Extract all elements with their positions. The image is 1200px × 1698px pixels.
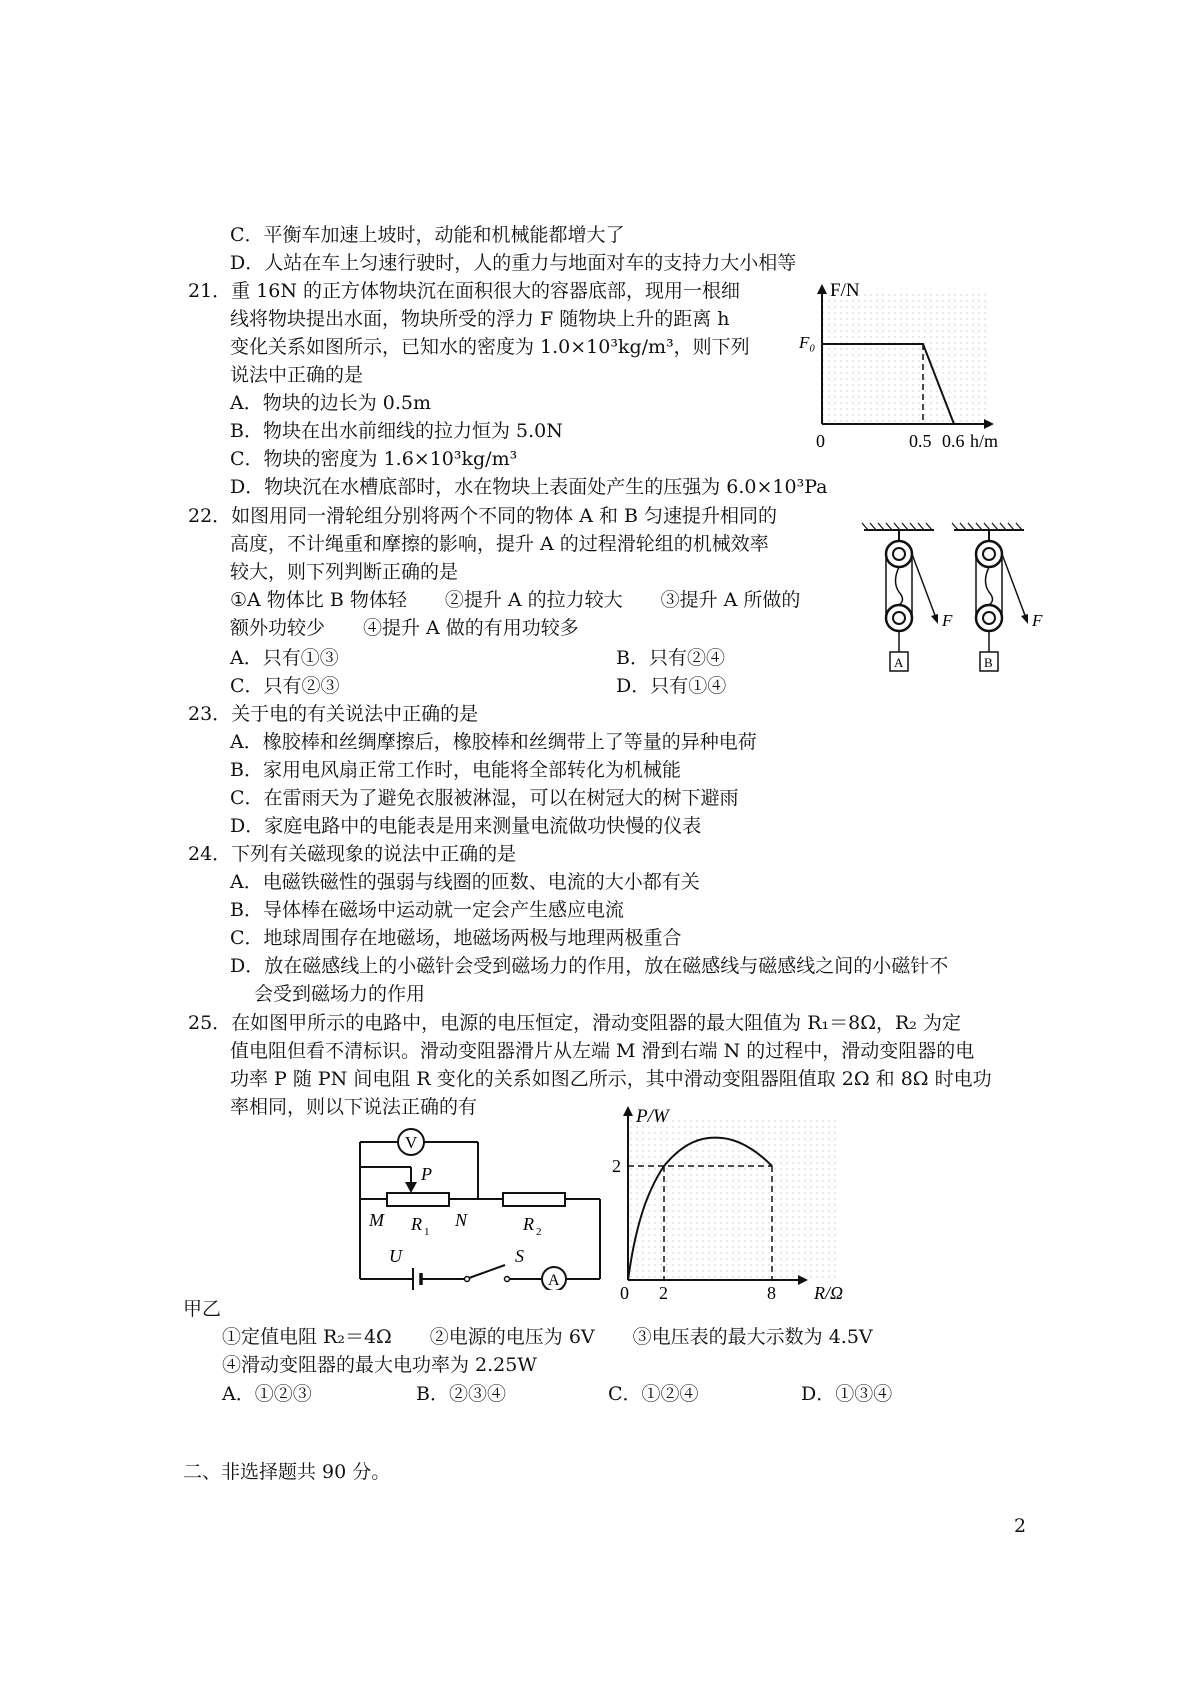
q22-option-b: B．只有②④ <box>616 647 725 669</box>
pull-rope-b <box>1002 554 1026 618</box>
fixed-pulley-b <box>976 541 1002 567</box>
q25-stem-line-3: 功率 P 随 PN 间电阻 R 变化的关系如图乙所示，其中滑动变阻器阻值取 2Ω 和 8Ω 时电功 <box>230 1068 992 1090</box>
q24-option-a: A．电磁铁磁性的强弱与线圈的匝数、电流的大小都有关 <box>230 871 700 893</box>
x-axis-label: h/m <box>970 431 999 451</box>
q22-stem-line-5: 额外功较少 ④提升 A 做的有用功较多 <box>230 617 579 639</box>
source-label: U <box>389 1246 402 1266</box>
tick-label-0-5: 0.5 <box>909 431 932 451</box>
y-tick-label-2: 2 <box>612 1156 621 1176</box>
movable-pulley-b <box>976 605 1002 631</box>
q21-option-b: B．物块在出水前细线的拉力恒为 5.0N <box>230 420 563 442</box>
q21-stem-line-4: 说法中正确的是 <box>230 364 364 386</box>
q25-option-c: C．①②④ <box>608 1383 699 1405</box>
q22-stem-line-4: ①A 物体比 B 物体轻 ②提升 A 的拉力较大 ③提升 A 所做的 <box>230 589 801 611</box>
q22-option-a: A．只有①③ <box>230 647 339 669</box>
q21-stem-line-3: 变化关系如图所示，已知水的密度为 1.0×10³kg/m³，则下列 <box>230 336 750 358</box>
r1-label: R <box>411 1214 422 1234</box>
switch-label: S <box>515 1246 524 1266</box>
q21-buoyancy-graph <box>798 282 1008 452</box>
q24-option-c: C．地球周围存在地磁场，地磁场两极与地理两极重合 <box>230 927 682 949</box>
q25-power-graph <box>612 1102 862 1302</box>
ammeter-label: A <box>548 1272 560 1289</box>
tick-label-0-6: 0.6 <box>942 431 965 451</box>
fixed-pulley-a <box>886 541 912 567</box>
q24-option-d-line-2: 会受到磁场力的作用 <box>254 983 426 1005</box>
y-axis-arrow <box>817 284 827 294</box>
q25-option-a: A．①②③ <box>222 1383 312 1405</box>
q22-option-d: D．只有①④ <box>616 675 727 697</box>
block-b-label: B <box>984 655 993 670</box>
q25-stem-line-1: 25．在如图甲所示的电路中，电源的电压恒定，滑动变阻器的最大阻值为 R₁＝8Ω，R₂ 为定 <box>188 1012 961 1034</box>
pulley-system-b <box>952 523 1043 671</box>
q25-statements-line-2: ④滑动变阻器的最大电功率为 2.25W <box>222 1354 537 1376</box>
resistor-r2 <box>503 1193 565 1206</box>
q24-option-b: B．导体棒在磁场中运动就一定会产生感应电流 <box>230 899 624 921</box>
resistor-r1 <box>387 1193 449 1206</box>
q25-circuit-diagram <box>355 1122 610 1290</box>
q21-option-d: D．物块沉在水槽底部时，水在物块上表面处产生的压强为 6.0×10³Pa <box>230 476 828 498</box>
r2-subscript: 2 <box>536 1226 542 1238</box>
q25-option-d: D．①③④ <box>801 1383 893 1405</box>
terminal-n-label: N <box>455 1210 468 1230</box>
q22-stem-line-1: 22．如图用同一滑轮组分别将两个不同的物体 A 和 B 匀速提升相同的 <box>188 505 778 527</box>
origin-label: 0 <box>816 431 825 451</box>
q21-option-a: A．物块的边长为 0.5m <box>230 392 431 414</box>
origin-label: 0 <box>620 1283 629 1302</box>
q23-option-c: C．在雷雨天为了避免衣服被淋湿，可以在树冠大的树下避雨 <box>230 787 739 809</box>
q24-option-d-line-1: D．放在磁感线上的小磁针会受到磁场力的作用，放在磁感线与磁感线之间的小磁针不 <box>230 955 949 977</box>
pull-rope-a <box>912 554 936 618</box>
r2-label: R <box>523 1214 534 1234</box>
q25-stem-line-2: 值电阻但看不清标识。滑动变阻器滑片从左端 M 滑到右端 N 的过程中，滑动变阻器的电 <box>230 1040 975 1062</box>
section-2-heading: 二、非选择题共 90 分。 <box>183 1461 391 1483</box>
q25-statements-line-1: ①定值电阻 R₂＝4Ω ②电源的电压为 6V ③电压表的最大示数为 4.5V <box>222 1326 873 1348</box>
f0-label: F₀ <box>799 333 816 352</box>
x-tick-label-8: 8 <box>767 1283 776 1302</box>
slider-label: P <box>421 1164 432 1184</box>
q23-option-a: A．橡胶棒和丝绸摩擦后，橡胶棒和丝绸带上了等量的异种电荷 <box>230 731 757 753</box>
q20-option-c: C．平衡车加速上坡时，动能和机械能都增大了 <box>230 224 625 246</box>
q22-stem-line-3: 较大，则下列判断正确的是 <box>230 561 459 583</box>
q23-option-b: B．家用电风扇正常工作时，电能将全部转化为机械能 <box>230 759 681 781</box>
q22-pulley-figure <box>858 522 1048 697</box>
x-tick-label-2: 2 <box>659 1283 668 1302</box>
y-axis-arrow <box>623 1106 633 1116</box>
x-axis-label: R/Ω <box>814 1283 844 1302</box>
y-axis-label: F/N <box>830 282 860 301</box>
q21-stem-line-1: 21．重 16N 的正方体物块沉在面积很大的容器底部，现用一根细 <box>188 280 741 302</box>
switch-blade <box>469 1265 505 1278</box>
q21-option-c: C．物块的密度为 1.6×10³kg/m³ <box>230 448 518 470</box>
terminal-m-label: M <box>369 1210 384 1230</box>
force-label-a: F <box>942 611 953 630</box>
r1-subscript: 1 <box>424 1226 430 1238</box>
q23-stem: 23．关于电的有关说法中正确的是 <box>188 703 479 725</box>
q21-stem-line-2: 线将物块提出水面，物块所受的浮力 F 随物块上升的距离 h <box>230 308 730 330</box>
q23-option-d: D．家庭电路中的电能表是用来测量电流做功快慢的仪表 <box>230 815 702 837</box>
force-label-b: F <box>1032 611 1043 630</box>
q25-stem-line-4: 率相同，则以下说法正确的有 <box>230 1096 478 1118</box>
q20-option-d: D．人站在车上匀速行驶时，人的重力与地面对车的支持力大小相等 <box>230 252 797 274</box>
q25-figure-caption: 甲乙 <box>183 1298 222 1320</box>
q24-stem: 24．下列有关磁现象的说法中正确的是 <box>188 843 517 865</box>
pulley-system-a <box>862 523 953 671</box>
q25-option-b: B．②③④ <box>416 1383 506 1405</box>
page-number: 2 <box>1014 1515 1027 1537</box>
slider-arrow <box>405 1182 417 1193</box>
y-axis-label: P/W <box>636 1106 669 1127</box>
block-a-label: A <box>894 655 904 670</box>
movable-pulley-a <box>886 605 912 631</box>
q22-stem-line-2: 高度，不计绳重和摩擦的影响，提升 A 的过程滑轮组的机械效率 <box>230 533 769 555</box>
graph-dotted-grid <box>822 294 990 424</box>
voltmeter-label: V <box>405 1133 418 1152</box>
q22-option-c: C．只有②③ <box>230 675 340 697</box>
